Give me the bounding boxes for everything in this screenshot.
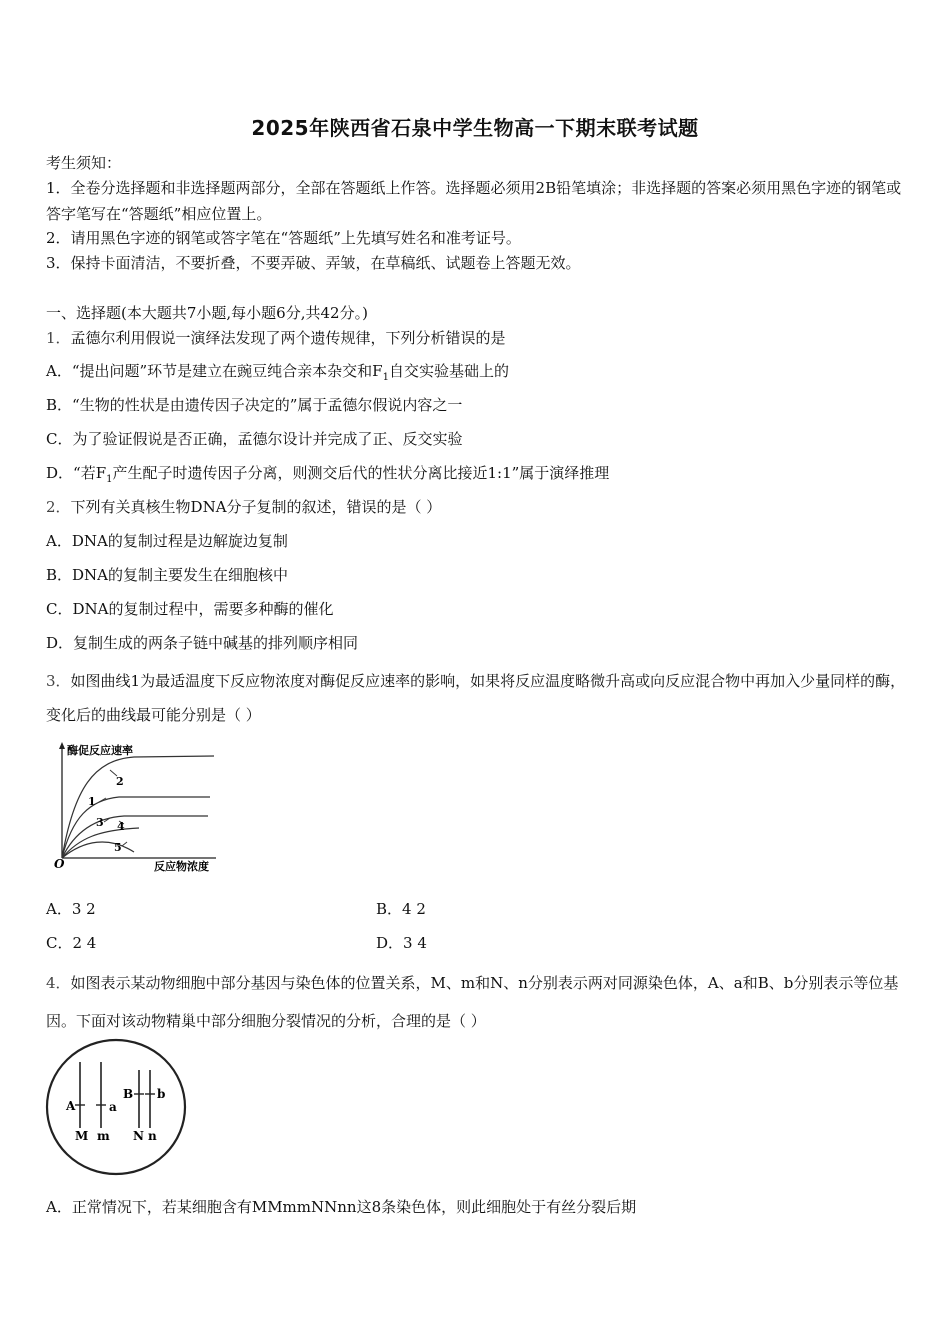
curve-label-2: 2 xyxy=(116,775,124,788)
q2-option-d: D．复制生成的两条子链中碱基的排列顺序相同 xyxy=(46,634,359,652)
cell-chromosome-diagram xyxy=(44,1038,192,1178)
question-number: 3． xyxy=(46,672,71,690)
q2-option-b: B．DNA的复制主要发生在细胞核中 xyxy=(46,566,289,584)
subscript: 1 xyxy=(106,474,113,485)
question-1 xyxy=(46,327,506,348)
q3-option-a: A．3 2 xyxy=(46,900,96,918)
question-stem: 孟德尔利用假说一演绎法发现了两个遗传规律，下列分析错误的是 xyxy=(70,329,506,347)
option-text: A．“提出问题”环节是建立在豌豆纯合亲本杂交和F xyxy=(46,362,383,380)
gene-label-a: a xyxy=(109,1100,117,1114)
option-text: 产生配子时遗传因子分离，则测交后代的性状分离比接近1:1”属于演绎推理 xyxy=(112,464,610,482)
question-number: 4． xyxy=(46,974,71,992)
question-stem: 如图曲线1为最适温度下反应物浓度对酶促反应速率的影响，如果将反应温度略微升高或向反应混合物中再加入少量同样的酶，变化后的曲线最可能分别是（ ） xyxy=(46,672,906,724)
curve-label-5: 5 xyxy=(114,841,122,854)
page-title: 2025年陕西省石泉中学生物高一下期末联考试题 xyxy=(251,116,699,140)
curve-label-4: 4 xyxy=(117,820,125,833)
notice-item-2: 2．请用黑色字迹的钢笔或答字笔在“答题纸”上先填写姓名和准考证号。 xyxy=(46,229,521,247)
q3-option-b: B．4 2 xyxy=(376,900,426,918)
question-number: 2． xyxy=(46,498,71,516)
chromosome-label-m: m xyxy=(97,1129,110,1143)
section-heading: 一、选择题(本大题共7小题,每小题6分,共42分。) xyxy=(46,304,368,322)
enzyme-rate-graph xyxy=(44,738,244,876)
question-number: 1． xyxy=(46,329,71,347)
x-axis-label: 反应物浓度 xyxy=(154,860,209,873)
q1-option-c: C．为了验证假说是否正确，孟德尔设计并完成了正、反交实验 xyxy=(46,430,463,448)
curve-label-1: 1 xyxy=(88,795,96,808)
notice-heading: 考生须知： xyxy=(46,154,122,172)
leader-5 xyxy=(122,842,127,846)
notice-item-3: 3．保持卡面清洁，不要折叠，不要弄破、弄皱，在草稿纸、试题卷上答题无效。 xyxy=(46,254,581,272)
gene-label-B: B xyxy=(123,1087,134,1101)
q4-option-a: A．正常情况下，若某细胞含有MMmmNNnn这8条染色体，则此细胞处于有丝分裂后期 xyxy=(46,1198,637,1216)
question-stem: 如图表示某动物细胞中部分基因与染色体的位置关系，M、m和N、n分别表示两对同源染色体，A、a和B、b分别表示等位基因。下面对该动物精巢中部分细胞分裂情况的分析，合理的是（ ） xyxy=(46,974,899,1030)
chromosome-label-n: n xyxy=(148,1129,157,1143)
curve-5 xyxy=(62,842,134,858)
chromosome-label-N: N xyxy=(133,1129,144,1143)
curve-2 xyxy=(62,756,214,858)
q1-option-b: B．“生物的性状是由遗传因子决定的”属于孟德尔假说内容之一 xyxy=(46,396,463,414)
curve-4 xyxy=(62,828,139,858)
q2-option-a: A．DNA的复制过程是边解旋边复制 xyxy=(46,532,288,550)
q1-option-a xyxy=(46,360,509,383)
question-2 xyxy=(46,496,441,517)
curve-label-3: 3 xyxy=(96,816,104,829)
q1-option-d xyxy=(46,462,609,485)
gene-label-A: A xyxy=(66,1099,76,1113)
question-stem: 下列有关真核生物DNA分子复制的叙述，错误的是（ ） xyxy=(70,498,442,516)
curve-1 xyxy=(62,797,210,858)
q3-option-c: C．2 4 xyxy=(46,934,97,952)
q2-option-c: C．DNA的复制过程中，需要多种酶的催化 xyxy=(46,600,334,618)
curve-3 xyxy=(62,816,208,858)
origin-label: O xyxy=(54,857,65,871)
subscript: 1 xyxy=(382,372,389,383)
gene-label-b: b xyxy=(157,1087,166,1101)
option-text: 自交实验基础上的 xyxy=(388,362,509,380)
question-3 xyxy=(46,664,906,732)
option-text: D．“若F xyxy=(46,464,107,482)
y-axis-arrow xyxy=(59,742,65,749)
q3-option-d: D．3 4 xyxy=(376,934,427,952)
y-axis-label: 酶促反应速率 xyxy=(67,744,133,757)
notice-item-1: 1．全卷分选择题和非选择题两部分，全部在答题纸上作答。选择题必须用2B铅笔填涂；非选择题的答案必须用黑色字迹的钢笔或答字笔写在“答题纸”相应位置上。 xyxy=(46,179,902,223)
chromosome-label-M: M xyxy=(75,1129,89,1143)
question-4 xyxy=(46,964,906,1040)
